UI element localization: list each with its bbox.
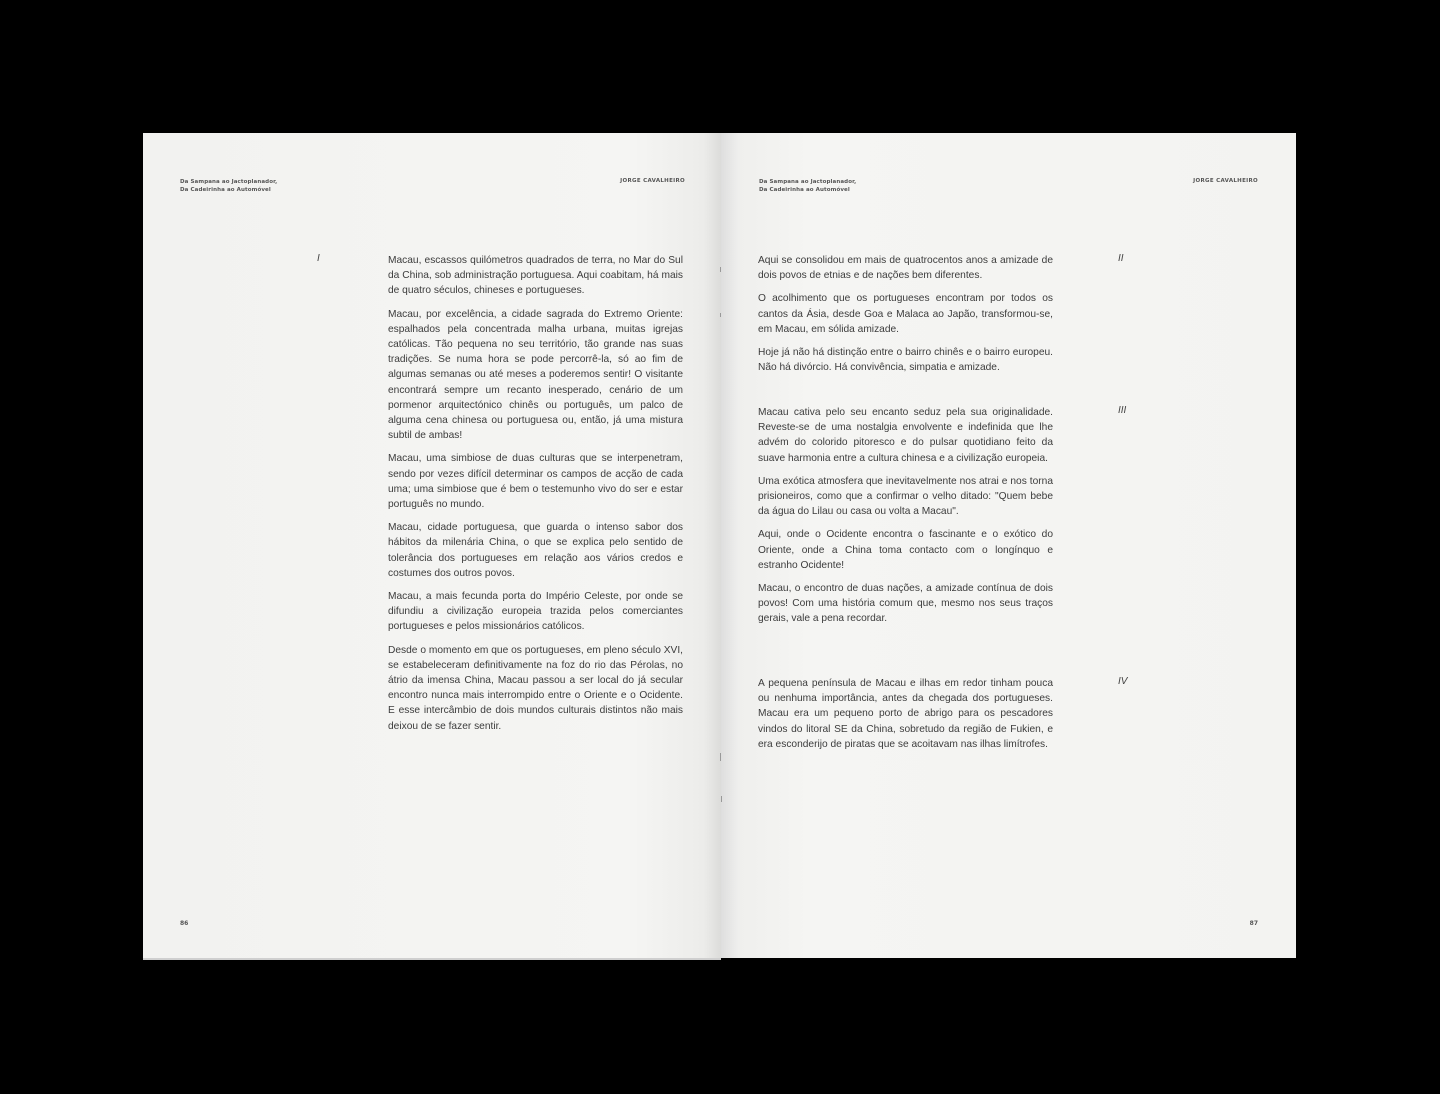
paragraph: Aqui se consolidou em mais de quatrocentos anos a amizade de dois povos de etnias e de nações bem diferentes. [758, 255, 1053, 282]
gutter-mark [720, 753, 721, 761]
right-page [721, 133, 1296, 958]
paragraph: Uma exótica atmosfera que inevitavelmente nos atrai e nos torna prisioneiros, como que a confirmar o velho ditado: "Quem bebe da água do Lilau ou casa ou volta a Macau". [758, 475, 1053, 518]
running-head-line: Da Sampana ao Jactoplanador, [180, 179, 278, 185]
section-text [758, 253, 1053, 383]
paragraph: Desde o momento em que os portugueses, em pleno século XVI, se estabeleceram definitivamente na foz do rio das Pérolas, no átrio da imensa China, Macau passou a ser local do já secular encontro nunca mais interrompido entre o Oriente e o Ocidente. E esse intercâmbio de dois mundos culturais distintos não mais deixou de se fazer sentir. [388, 644, 683, 732]
paragraph: Macau cativa pelo seu encanto seduz pela sua originalidade. Reveste-se de uma nostalgia envolvente e indefinida que lhe advém do colorido pitoresco e do pulsar quotidiano feito da suave harmonia entre a cultura chinesa e a civilização europeia. [758, 407, 1053, 464]
running-author: JORGE CAVALHEIRO [1193, 178, 1258, 184]
running-head [180, 178, 277, 194]
page-number: 86 [180, 920, 189, 927]
paragraph: Macau, escassos quilómetros quadrados de terra, no Mar do Sul da China, sob administração portuguesa. Aqui coabitam, há mais de quatro séculos, chineses e portugueses. [388, 255, 683, 297]
gutter-mark [720, 313, 721, 317]
paragraph: O acolhimento que os portugueses encontram por todos os cantos da Ásia, desde Goa e Malaca ao Japão, transformou-se, em Macau, em sólida amizade. [758, 293, 1053, 335]
book-spread [143, 133, 1296, 958]
section-numeral: II [1118, 253, 1124, 264]
section-numeral: I [317, 253, 320, 264]
paragraph: Aqui, onde o Ocidente encontra o fascinante e o exótico do Oriente, onde a China toma contacto com o longínquo e estranho Ocidente! [758, 529, 1053, 571]
section-numeral: IV [1118, 676, 1128, 687]
section-text [758, 676, 1053, 760]
running-head [759, 178, 856, 194]
paragraph: Macau, a mais fecunda porta do Império Celeste, por onde se difundiu a civilização europeia trazida pelos comerciantes portugueses e pelos missionários católicos. [388, 591, 683, 633]
running-head-line: Da Cadeirinha ao Automóvel [180, 187, 271, 193]
gutter-mark [720, 267, 721, 272]
section-text [758, 405, 1053, 635]
paragraph: Hoje já não há distinção entre o bairro chinês e o bairro europeu. Não há divórcio. Há convivência, simpatia e amizade. [758, 347, 1053, 374]
paragraph: Macau, por excelência, a cidade sagrada do Extremo Oriente: espalhados pela concentrada malha urbana, muitas igrejas católicas. Tão pequena no seu território, tão grande nas suas tradições. Se numa hora se pode percorrê-la, só ao fim de algumas semanas ou até meses a poderemos sentir! O visitante encontrará sempre um recanto inesperado, cenário de um pormenor arquitectónico chinês ou português, um palco de alguma cena chinesa ou portuguesa ou, então, já uma mistura subtil de ambas! [388, 308, 683, 442]
page-number: 87 [1249, 920, 1258, 927]
running-head-line: Da Cadeirinha ao Automóvel [759, 187, 850, 193]
paragraph: Macau, uma simbiose de duas culturas que se interpenetram, sendo por vezes difícil determinar os campos de acção de cada uma; uma simbiose que é bem o testemunho vivo do ser e estar português no mundo. [388, 453, 683, 511]
left-page [143, 133, 721, 958]
section-text [388, 253, 683, 742]
paragraph: A pequena península de Macau e ilhas em redor tinham pouca ou nenhuma importância, antes da chegada dos portugueses. Macau era um pequeno porto de abrigo para os pescadores vindos do litoral SE da China, sobretudo da região de Fukien, e era esconderijo de piratas que se acoitavam nas ilhas limítrofes. [758, 678, 1053, 750]
gutter-mark [721, 796, 722, 802]
paragraph: Macau, o encontro de duas nações, a amizade contínua de dois povos! Com uma história comum que, mesmo nos seus traços gerais, vale a pena recordar. [758, 583, 1053, 625]
running-head-line: Da Sampana ao Jactoplanador, [759, 179, 857, 185]
running-author: JORGE CAVALHEIRO [620, 178, 685, 184]
paragraph: Macau, cidade portuguesa, que guarda o intenso sabor dos hábitos da milenária China, o que se explica pelo sentido de tolerância dos portugueses em relação aos vários credos e costumes dos outros povos. [388, 522, 683, 579]
section-numeral: III [1118, 405, 1127, 416]
